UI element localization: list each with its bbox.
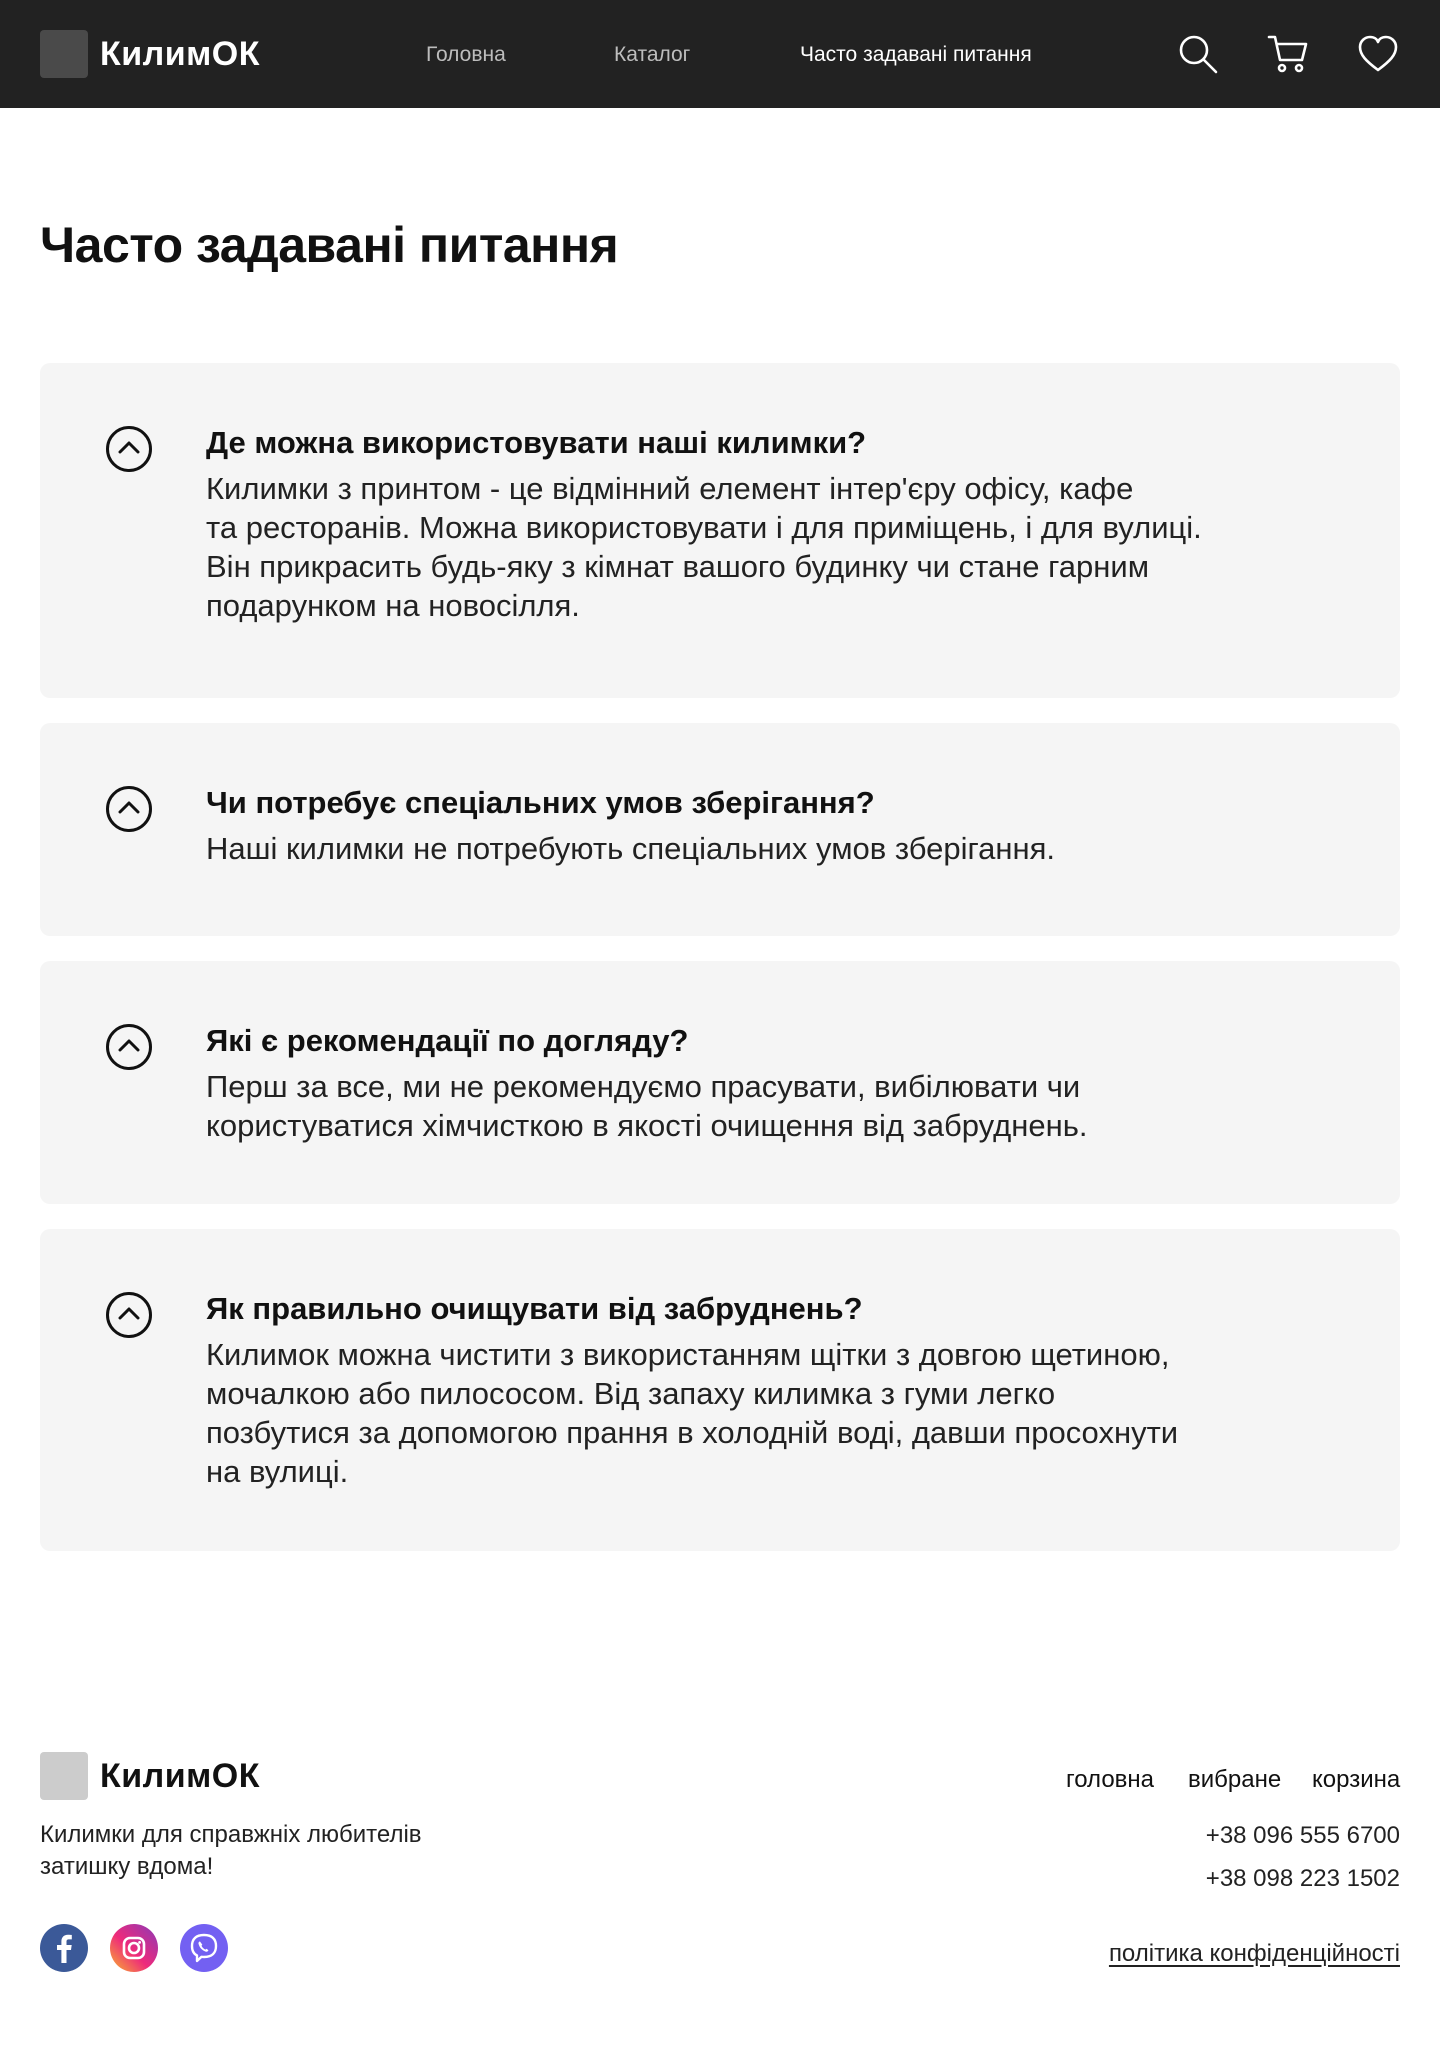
footer-link-cart[interactable]: корзина (1312, 1766, 1401, 1793)
footer-link-home[interactable]: головна (1066, 1766, 1155, 1793)
facebook-icon[interactable] (40, 1924, 88, 1972)
faq-question[interactable]: Які є рекомендації по догляду? (206, 1023, 689, 1058)
nav-faq[interactable]: Часто задавані питання (800, 43, 1032, 66)
footer-phone[interactable]: +38 098 223 1502 (1205, 1865, 1400, 1892)
site-header (0, 0, 1440, 108)
logo-text[interactable]: КилимОК (100, 35, 261, 73)
faq-question[interactable]: Чи потребує спеціальних умов зберігання? (206, 785, 875, 820)
instagram-icon[interactable] (110, 1924, 158, 1972)
nav-home[interactable]: Головна (426, 43, 506, 66)
faq-question[interactable]: Як правильно очищувати від забруднень? (206, 1291, 863, 1326)
footer-tagline: Килимки для справжніх любителів затишку вдома! (40, 1821, 422, 1880)
faq-question[interactable]: Де можна використовувати наші килимки? (206, 425, 867, 460)
footer-logo-text[interactable]: КилимОК (100, 1757, 261, 1795)
faq-item[interactable] (40, 723, 1400, 936)
footer-logo-mark[interactable] (40, 1752, 88, 1800)
faq-item[interactable] (40, 961, 1400, 1204)
footer-link-favorites[interactable]: вибране (1188, 1766, 1282, 1793)
faq-answer: Килимки з принтом - це відмінний елемент інтер'єру офісу, кафе та ресторанів. Можна використовувати і для приміщень, і для вулиці. Він прикрасить будь-яку з кімнат вашого будинку чи стане гарним подарунком на новосілля. (206, 471, 1202, 623)
faq-answer: Перш за все, ми не рекомендуємо прасувати, вибілювати чи користуватися хімчисткою в якості очищення від забруднень. (206, 1069, 1088, 1143)
faq-item[interactable] (40, 363, 1400, 698)
page-title: Часто задавані питання (40, 217, 619, 273)
viber-icon[interactable] (180, 1924, 228, 1972)
chevron-up-icon[interactable] (105, 425, 153, 473)
cart-icon[interactable] (1266, 32, 1310, 76)
chevron-up-icon[interactable] (105, 785, 153, 833)
footer-phone[interactable]: +38 096 555 6700 (1205, 1822, 1400, 1849)
logo-mark[interactable] (40, 30, 88, 78)
faq-answer: Наші килимки не потребують спеціальних умов зберігання. (206, 831, 1055, 866)
faq-answer: Килимок можна чистити з використанням щітки з довгою щетиною, мочалкою або пилососом. Від запаху килимка з гуми легко позбутися за допомогою прання в холодній воді, давши просохнути на вулиці. (206, 1337, 1179, 1489)
search-icon[interactable] (1176, 32, 1220, 76)
chevron-up-icon[interactable] (105, 1023, 153, 1071)
chevron-up-icon[interactable] (105, 1291, 153, 1339)
privacy-policy-link[interactable]: політика конфіденційності (1108, 1940, 1400, 1967)
heart-icon[interactable] (1356, 32, 1400, 76)
faq-item[interactable] (40, 1229, 1400, 1551)
nav-catalog[interactable]: Каталог (614, 43, 691, 66)
